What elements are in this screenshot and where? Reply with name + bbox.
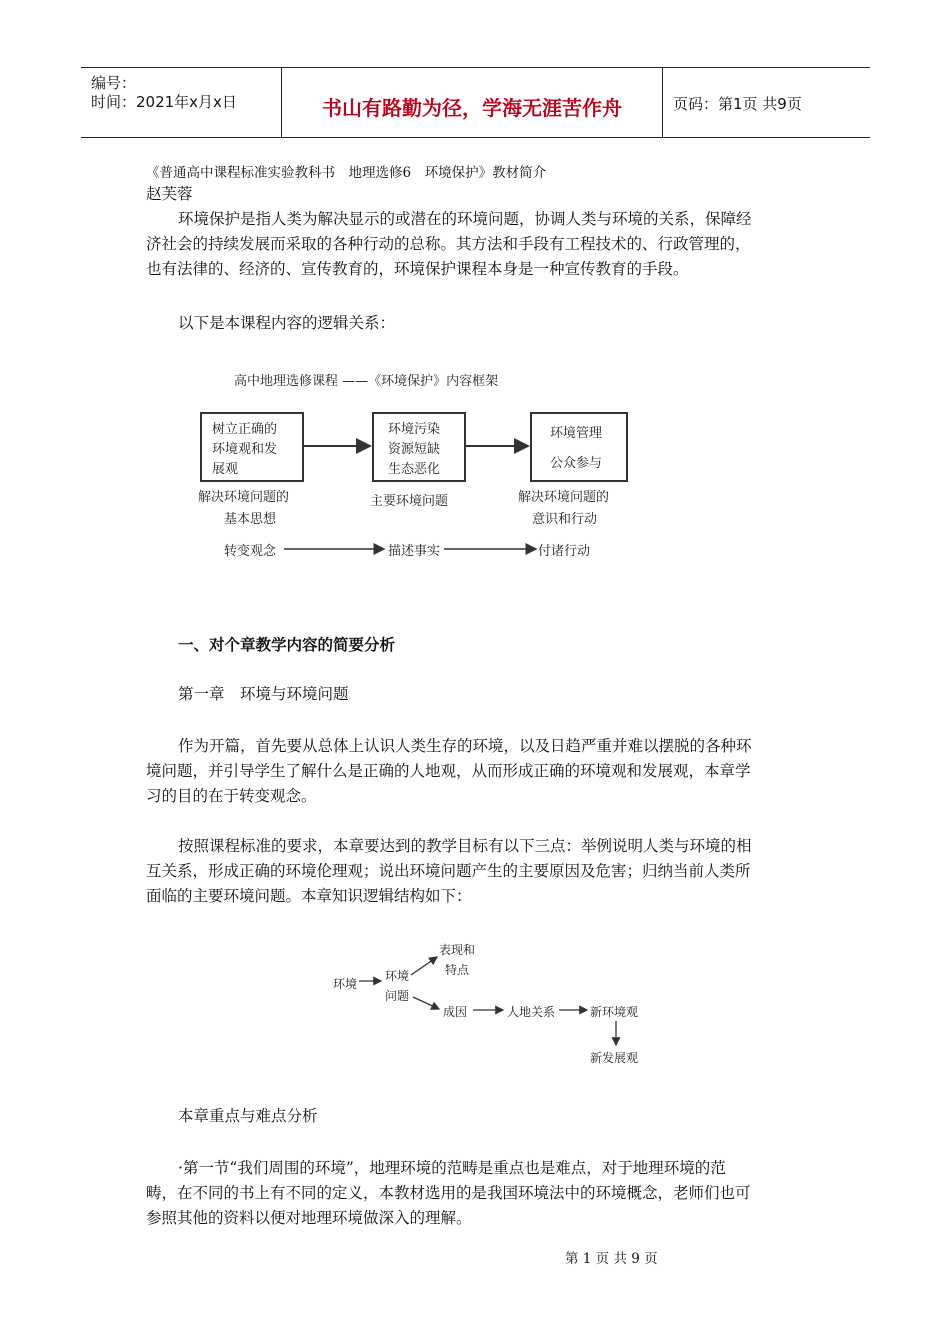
node-issue-2: 问题 (385, 989, 410, 1003)
node-new-dev: 新发展观 (590, 1051, 639, 1065)
bullet1-line-1: ·第一节“我们周围的环境”，地理环境的范畴是重点也是难点，对于地理环境的范 (178, 1159, 726, 1177)
para2-line-2: 互关系，形成正确的环境伦理观；说出环境问题产生的主要原因及危害；归纳当前人类所 (146, 862, 751, 880)
box-actions: 环境管理 公众参与 (530, 412, 628, 482)
caption-ideas-1: 解决环境问题的 (198, 490, 290, 505)
node-issue-1: 环境 (385, 969, 410, 983)
node-features-2: 特点 (445, 963, 470, 977)
doc-title: 《普通高中课程标准实验教科书 地理选修6 环境保护》教材简介 (146, 165, 547, 181)
time-label: 时间：2021年x月x日 (91, 93, 237, 111)
box-problems: 环境污染 资源短缺 生态恶化 (372, 412, 466, 482)
caption-actions-2: 意识和行动 (532, 512, 598, 527)
flow-change: 转变观念 (224, 544, 277, 559)
header-motto-cell (282, 68, 663, 137)
para1-line-3: 习的目的在于转变观念。 (146, 787, 317, 805)
keypoints-heading: 本章重点与难点分析 (178, 1107, 318, 1125)
bullet1-line-3: 参照其他的资料以便对地理环境做深入的理解。 (146, 1209, 472, 1227)
logic-intro: 以下是本课程内容的逻辑关系： (178, 314, 396, 332)
chapter-logic-diagram (325, 935, 655, 1075)
node-features-1: 表现和 (439, 943, 476, 957)
flow-act: 付诸行动 (538, 544, 591, 559)
intro-line-1: 环境保护是指人类为解决显示的或潜在的环境问题，协调人类与环境的关系，保障经 (178, 210, 752, 228)
caption-actions-1: 解决环境问题的 (518, 490, 610, 505)
section-heading: 一、对个章教学内容的简要分析 (178, 636, 396, 654)
intro-line-2: 济社会的持续发展而采取的各种行动的总称。其方法和手段有工程技术的、行政管理的， (146, 235, 751, 253)
para1-line-2: 境问题，并引导学生了解什么是正确的人地观，从而形成正确的环境观和发展观，本章学 (146, 762, 751, 780)
framework-title: 高中地理选修课程 ——《环境保护》内容框架 (234, 374, 499, 389)
para1-line-1: 作为开篇，首先要从总体上认识人类生存的环境，以及日趋严重并难以摆脱的各种环 (178, 737, 752, 755)
node-cause: 成因 (443, 1005, 468, 1019)
node-new-env: 新环境观 (590, 1005, 639, 1019)
intro-line-3: 也有法律的、经济的、宣传教育的，环境保护课程本身是一种宣传教育的手段。 (146, 260, 689, 278)
chapter-title: 第一章 环境与环境问题 (178, 685, 349, 703)
node-environment: 环境 (333, 977, 358, 991)
caption-ideas-2: 基本思想 (224, 512, 277, 527)
header-page-cell (663, 68, 870, 137)
caption-problems: 主要环境问题 (370, 494, 449, 509)
flow-describe: 描述事实 (388, 544, 441, 559)
motto: 书山有路勤为径，学海无涯苦作舟 (322, 96, 622, 120)
header-table (81, 67, 870, 138)
doc-author: 赵芙蓉 (146, 185, 193, 203)
number-label: 编号： (91, 74, 137, 92)
footer-page: 第 1 页 共 9 页 (565, 1251, 658, 1267)
page-info: 页码：第1页 共9页 (673, 95, 802, 113)
node-relation: 人地关系 (507, 1005, 556, 1019)
content-framework-diagram (196, 360, 636, 570)
box-ideas: 树立正确的 环境观和发 展观 (200, 412, 304, 482)
para2-line-3: 面临的主要环境问题。本章知识逻辑结构如下： (146, 887, 472, 905)
header-meta-cell (81, 68, 282, 137)
bullet1-line-2: 畴，在不同的书上有不同的定义，本教材选用的是我国环境法中的环境概念，老师们也可 (146, 1184, 751, 1202)
para2-line-1: 按照课程标准的要求，本章要达到的教学目标有以下三点：举例说明人类与环境的相 (178, 837, 752, 855)
